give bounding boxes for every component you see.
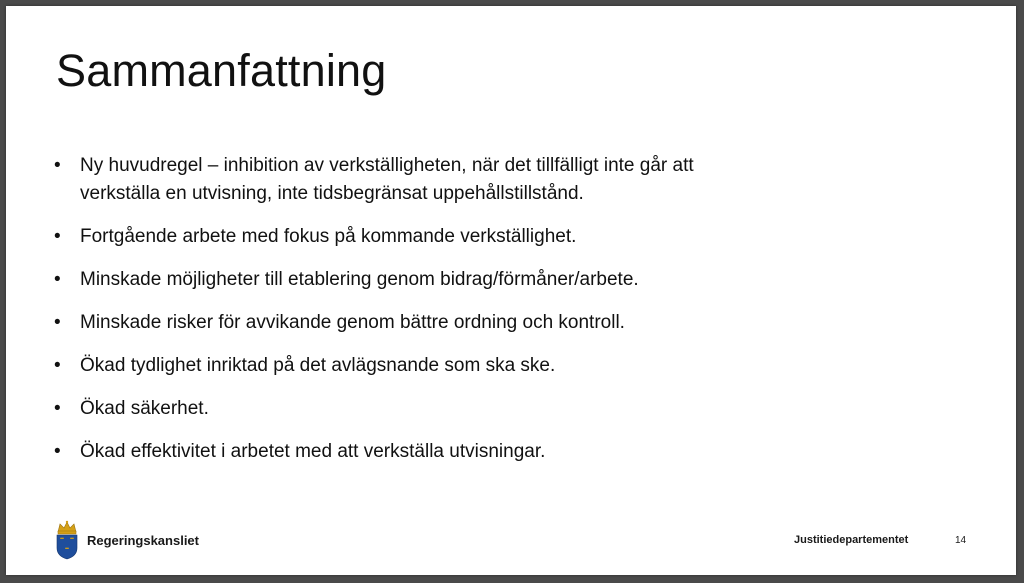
bullet-item (54, 266, 754, 294)
bullet-text: Ökad tydlighet inriktad på det avlägsnande som ska ske. (80, 355, 556, 376)
bullet-text: Ökad säkerhet. (80, 398, 209, 419)
bullet-marker: • (54, 269, 61, 290)
bullet-item (54, 309, 754, 337)
bullet-text: Fortgående arbete med fokus på kommande verkställighet. (80, 226, 577, 247)
logo-text: Regeringskansliet (87, 533, 199, 548)
bullet-list (54, 152, 754, 481)
bullet-marker: • (54, 398, 61, 419)
slide-title: Sammanfattning (56, 45, 387, 96)
swedish-crown-shield-icon (54, 520, 80, 560)
bullet-text: Minskade risker för avvikande genom bättre ordning och kontroll. (80, 312, 625, 333)
bullet-item (54, 438, 754, 466)
bullet-text: Ökad effektivitet i arbetet med att verkställa utvisningar. (80, 441, 546, 462)
bullet-item (54, 223, 754, 251)
bullet-marker: • (54, 312, 61, 333)
page-number: 14 (955, 535, 967, 546)
slide (6, 6, 1016, 575)
bullet-item (54, 152, 754, 208)
department-name: Justitiedepartementet (794, 534, 909, 546)
bullet-text: Ny huvudregel – inhibition av verkställigheten, när det tillfälligt inte går att verkställa en utvisning, inte tidsbegränsat uppehållstillstånd. (80, 155, 694, 204)
bullet-item (54, 352, 754, 380)
bullet-marker: • (54, 155, 61, 176)
bullet-item (54, 395, 754, 423)
bullet-marker: • (54, 226, 61, 247)
bullet-marker: • (54, 355, 61, 376)
regeringskansliet-logo (54, 520, 214, 562)
bullet-marker: • (54, 441, 61, 462)
bullet-text: Minskade möjligheter till etablering genom bidrag/förmåner/arbete. (80, 269, 639, 290)
